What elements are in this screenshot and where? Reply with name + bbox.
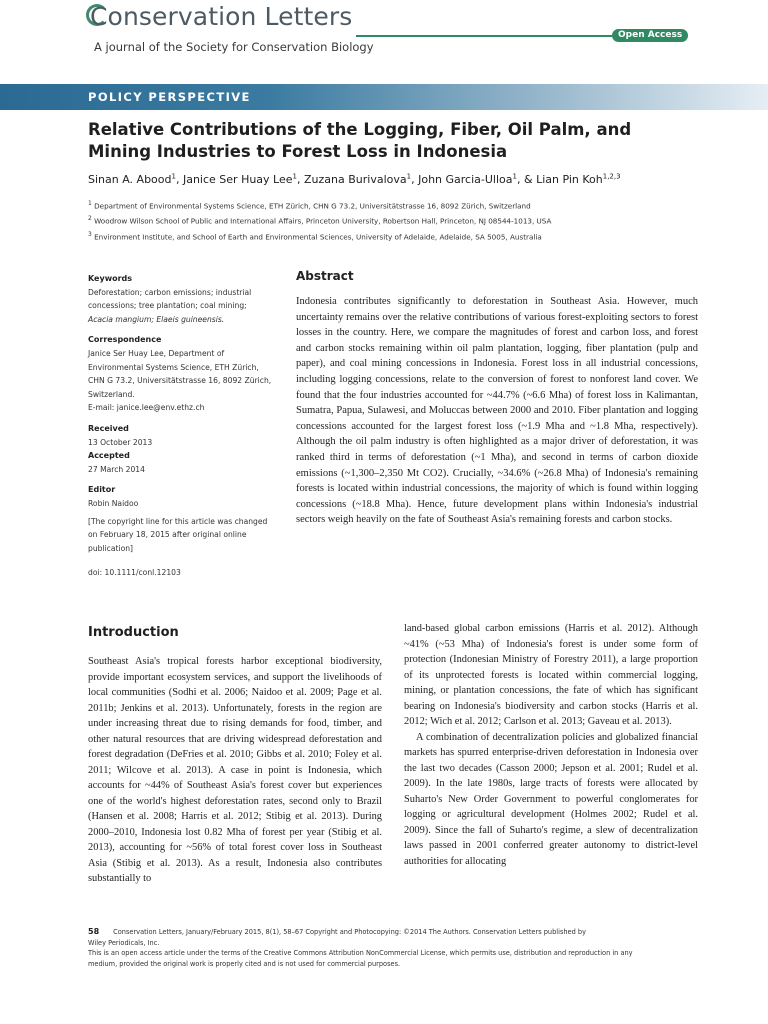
journal-title: Conservation Letters xyxy=(90,2,353,31)
accepted-heading: Accepted xyxy=(88,451,130,461)
keywords-heading: Keywords xyxy=(88,274,133,283)
keywords-line: concessions; tree plantation; coal mining; xyxy=(88,301,247,311)
body-paragraph: A combination of decentralization policies and globalized financial markets has spurred enterprise-driven deforestation in Indonesia over the last two decades (Casson 2000; Jepson et al. 2001; Rudel et al. 2009). In the late 1980s, large tracts of forests were allocated by Suharto's New Order Government to powerful conglomerates for logging or agricultural development (Holmes 2002; Rudel et al. 2009). Since the fall of Suharto's regime, a slew of decentralization laws passed in 2001 conferred greater autonomy to district-level authorities for allocating xyxy=(404,731,698,867)
article-title: Relative Contributions of the Logging, Fiber, Oil Palm, and Mining Industries to Forest Loss in Indonesia xyxy=(88,120,632,161)
body-paragraph: Southeast Asia's tropical forests harbor exceptional biodiversity, provide important ecosystem services, and support the livelihoods of local communities (Sodhi et al. 2006; Naidoo et al. 2009; Page et al. 2011b; Jenkins et al. 2013). Unfortunately, forests in the region are under increasing threat due to rising demands for food, timber, and other natural resources that are driving widespread deforestation and forest degradation (DeFries et al. 2010; Gibbs et al. 2010; Foley et al. 2011; Wilcove et al. 2013). A case in point is Indonesia, which accounts for ~44% of Southeast Asia's forest cover but experiences one of the world's highest deforestation rates, second only to Brazil (Hansen et al. 2008; Harris et al. 2012; Stibig et al. 2013). During 2000–2010, Indonesia lost 0.82 Mha of forest per year (Stibig et al. 2013), accounting for ~56% of total forest cover loss in Southeast Asia (Stibig et al. 2013). As a result, Indonesia also contributes substantially to xyxy=(88,656,382,884)
editor-name: Robin Naidoo xyxy=(88,498,139,508)
header-rule xyxy=(356,35,612,37)
correspondence-line: Environmental Systems Science, ETH Zürich, xyxy=(88,362,259,372)
author-list xyxy=(88,172,621,186)
keywords-block xyxy=(88,272,283,326)
copyright-note-line: on February 18, 2015 after original online xyxy=(88,530,247,540)
affiliation: $^3$ Environment Institute, and School of Earth and Environmental Sciences, University of Adelaide, Adelaide, SA 5005, Australia xyxy=(88,230,542,242)
license-line: medium, provided the original work is properly cited and is not used for commercial purposes. xyxy=(88,959,401,968)
keywords-line: Acacia mangium; Elaeis guineensis. xyxy=(88,314,225,324)
introduction-heading: Introduction xyxy=(88,625,179,640)
received-heading: Received xyxy=(88,423,129,433)
received-date: 13 October 2013 xyxy=(88,437,153,447)
author: Sinan A. Abood$^1$, xyxy=(88,172,183,186)
open-access-badge: Open Access xyxy=(612,29,688,42)
correspondence-line: Janice Ser Huay Lee, Department of xyxy=(88,348,225,358)
correspondence-email[interactable]: E-mail: janice.lee@env.ethz.ch xyxy=(88,403,205,413)
affiliation: $^1$ Department of Environmental Systems Science, ETH Zürich, CHN G 73.2, Universitätstrasse 16, 8092 Zürich, Switzerland xyxy=(88,200,531,211)
affiliations xyxy=(88,197,551,243)
copyright-note-line: [The copyright line for this article was changed xyxy=(88,516,268,526)
abstract-text: Indonesia contributes significantly to deforestation in Southeast Asia. However, much uncertainty remains over the relative contributions of various forest-exploiting sectors to forest losses in the country. Here, we compare the magnitudes of forest and carbon loss, and forest and carbon stocks remaining within oil palm plantation, logging, fiber plantation (pulp and paper), and coal mining concessions in Indonesia. Forest loss in all industrial concessions, including logging concessions, relate to the conversion of forest to nonforest land cover. We found that the four industries accounted for ~44.7% (~6.6 Mha) of forest loss in Kalimantan, Sumatra, Papua, Sulawesi, and Moluccas between 2000 and 2010. Fiber plantation and logging concessions accounted for the largest forest loss (~1.9 Mha and ~1.8 Mha, respectively). Although the oil palm industry is often highlighted as a major driver of deforestation, it was ranked third in terms of deforestation (~1 Mha), and second in terms of carbon dioxide emissions (~1,300–2,350 Mt CO2). Crucially, ~34.6% (~26.8 Mha) of Indonesia's remaining forests is located within industrial concessions, the majority of which is found within logging concessions (~18.8 Mha). Hence, future development plans within Indonesia's industrial sectors weigh heavily on the fate of Southeast Asia's remaining forests and carbon stocks. xyxy=(296,296,698,526)
editor-block xyxy=(88,483,283,555)
publisher-line: Wiley Periodicals, Inc. xyxy=(88,938,160,947)
section-band xyxy=(0,84,768,110)
body-column-left xyxy=(88,654,382,887)
journal-subtitle: A journal of the Society for Conservation Biology xyxy=(94,40,374,54)
body-paragraph: land-based global carbon emissions (Harris et al. 2012). Although ~41% (~53 Mha) of Indonesia's forest is under some form of protection (Indonesian Ministry of Forestry 2011), a large proportion of its unprotected forests is located within commercial logging, mining, or plantation concessions, the fate of which has significant bearing on Indonesia's biodiversity and carbon stocks (Harris et al. 2012; Wich et al. 2012; Carlson et al. 2013; Gaveau et al. 2013). xyxy=(404,623,698,727)
correspondence-line: CHN G 73.2, Universitätstrasse 16, 8092 Zürich, xyxy=(88,376,272,386)
author: John Garcia-Ulloa$^1$, & xyxy=(418,172,537,186)
article-sidebar xyxy=(88,272,283,580)
author: Janice Ser Huay Lee$^1$, xyxy=(182,172,304,186)
dates-block xyxy=(88,422,283,476)
doi[interactable]: doi: 10.1111/conl.12103 xyxy=(88,568,181,578)
editor-heading: Editor xyxy=(88,485,116,495)
body-column-right xyxy=(404,621,698,869)
section-label: POLICY PERSPECTIVE xyxy=(88,90,251,104)
page-footer xyxy=(88,927,700,969)
correspondence-block xyxy=(88,333,283,415)
affiliation: $^2$ Woodrow Wilson School of Public and International Affairs, Princeton University, Robertson Hall, Princeton, NJ 08544-1013, USA xyxy=(88,215,552,226)
page-number: 58 xyxy=(88,927,100,936)
abstract-heading: Abstract xyxy=(296,269,354,283)
author: Zuzana Burivalova$^1$, xyxy=(304,172,419,186)
license-line: This is an open access article under the terms of the Creative Commons Attribution NonCommercial License, which permits use, distribution and reproduction in any xyxy=(88,949,633,957)
citation-line: 58 Conservation Letters, January/February 2015, 8(1), 58–67 Copyright and Photocopying: ©2014 The Authors. Conservation Letters published by xyxy=(88,927,586,936)
copyright-note-line: publication] xyxy=(88,543,134,553)
correspondence-heading: Correspondence xyxy=(88,335,162,345)
keywords-line: Deforestation; carbon emissions; industrial xyxy=(88,287,252,297)
correspondence-line: Switzerland. xyxy=(88,389,135,399)
accepted-date: 27 March 2014 xyxy=(88,464,145,474)
author: Lian Pin Koh$^{1,2,3}$ xyxy=(536,172,621,186)
